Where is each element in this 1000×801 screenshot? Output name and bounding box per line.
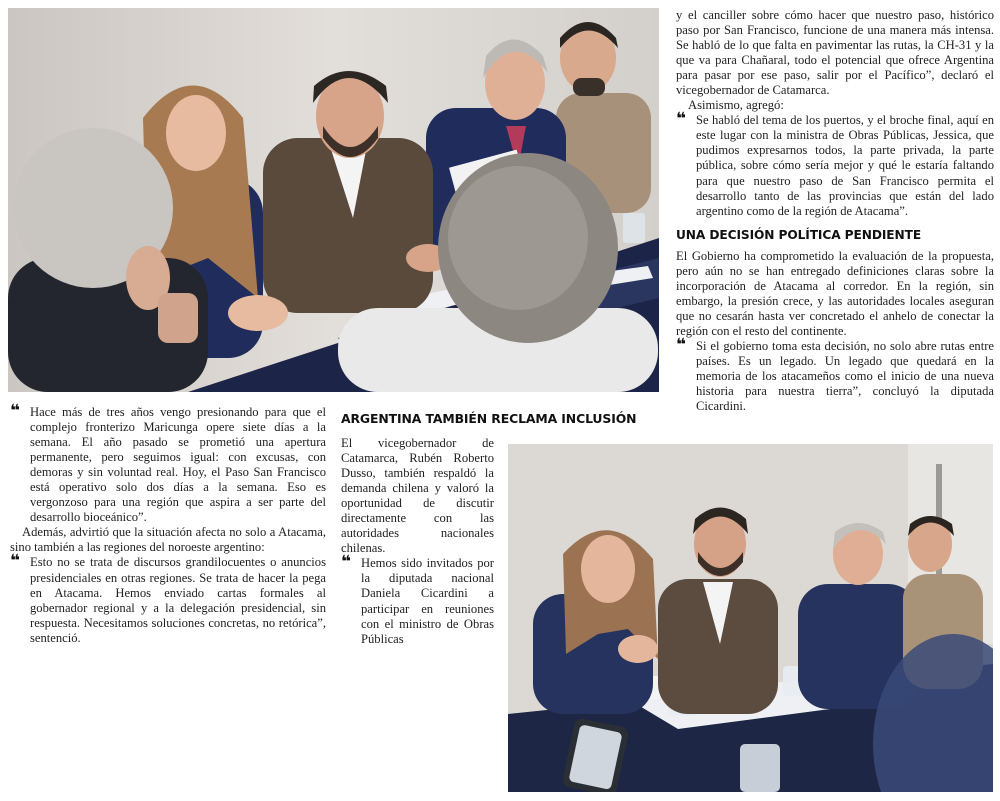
- quote-block: [676, 109, 994, 218]
- quote-text: Hemos sido invitados por la diputada nacional Daniela Cicardini a participar en reuniones con el ministro de Obras Públicas: [361, 556, 494, 646]
- quote-text: Si el gobierno toma esta decisión, no solo abre rutas entre países. Es un legado. Un legado que quedará en la memoria de los atacameños como el inicio de una nueva historia para nuestra tierra”, concluyó la diputada Cicardini.: [696, 338, 994, 414]
- quote-text: Hace más de tres años vengo presionando para que el complejo fronterizo Maricunga opere siete días a la semana. El año pasado se prometió una apertura permanente, pero seguimos igual: con excusas, con demoras y sin voluntad real. Hoy, el Paso San Francisco está operativo solo dos días a la semana. Eso es vergonzoso para una región que aspira a ser parte del desarrollo bioceánico”.: [30, 405, 326, 525]
- quote-block: [10, 401, 326, 525]
- quote-mark-icon: ❝: [341, 552, 351, 573]
- meeting-photo-top: [8, 8, 659, 392]
- quote-mark-icon: ❝: [676, 109, 686, 130]
- meeting-photo-bottom-illustration: [508, 444, 993, 792]
- quote-block: [10, 551, 326, 645]
- article-middle-column: [341, 436, 494, 647]
- quote-block: [676, 334, 994, 414]
- quote-text: Se habló del tema de los puertos, y el broche final, aquí en este lugar con la ministra de Obras Públicas, Jessica, que pudimos expresarnos todos, la parte privada, la parte pública, sobre cómo sería mejor y qué le estaría faltando para que nuestro paso de San Francisco permita el desarrollo tanto de las provincias que están del lado argentino como de la región de Atacama”.: [696, 113, 994, 218]
- section-heading: UNA DECISIÓN POLÍTICA PENDIENTE: [676, 227, 922, 242]
- paragraph: Además, advirtió que la situación afecta no solo a Atacama, sino también a las regiones del noroeste argentino:: [10, 525, 326, 555]
- article-right-column: [676, 8, 994, 414]
- quote-text: Esto no se trata de discursos grandilocuentes o anuncios presidenciales en otras regiones. Se trata de hacer la pega en Atacama. Hemos enviado cartas formales al gobernador regional y a la delegación presidencial, sin respuesta. Necesitamos soluciones concretas, no retórica”, sentenció.: [30, 555, 326, 645]
- paragraph: Asimismo, agregó:: [688, 98, 784, 113]
- quote-mark-icon: ❝: [10, 401, 20, 421]
- paragraph: El Gobierno ha comprometido la evaluación de la propuesta, pero aún no se han entregado definiciones claras sobre la incorporación de Atacama al corredor. En la región, sin embargo, la presión crece, y las autoridades locales aseguran que no cesarán hasta ver concretado el anhelo de conectar la región con el resto del continente.: [676, 248, 994, 338]
- article-left-column: [10, 401, 326, 646]
- section-heading: ARGENTINA TAMBIÉN RECLAMA INCLUSIÓN: [341, 411, 637, 426]
- meeting-photo-bottom: [508, 444, 993, 792]
- paragraph: El vicegobernador de Catamarca, Rubén Roberto Dusso, también respaldó la demanda chilena y valoró la oportunidad de discutir directamente con las autoridades nacionales chilenas.: [341, 436, 494, 556]
- quote-mark-icon: ❝: [676, 334, 686, 355]
- quote-mark-icon: ❝: [10, 551, 20, 572]
- quote-block: [341, 552, 494, 646]
- paragraph: y el canciller sobre cómo hacer que nuestro paso, histórico paso por San Francisco, funcione de una manera más intensa. Se habló de lo que falta en pavimentar las rutas, la CH-31 y la que va para Chañaral, todo el potencial que ofrece Argentina para pasar por ese paso, salir por el Pacífico”, declaró el vicegobernador de Catamarca.: [676, 8, 994, 98]
- meeting-photo-top-illustration: [8, 8, 659, 392]
